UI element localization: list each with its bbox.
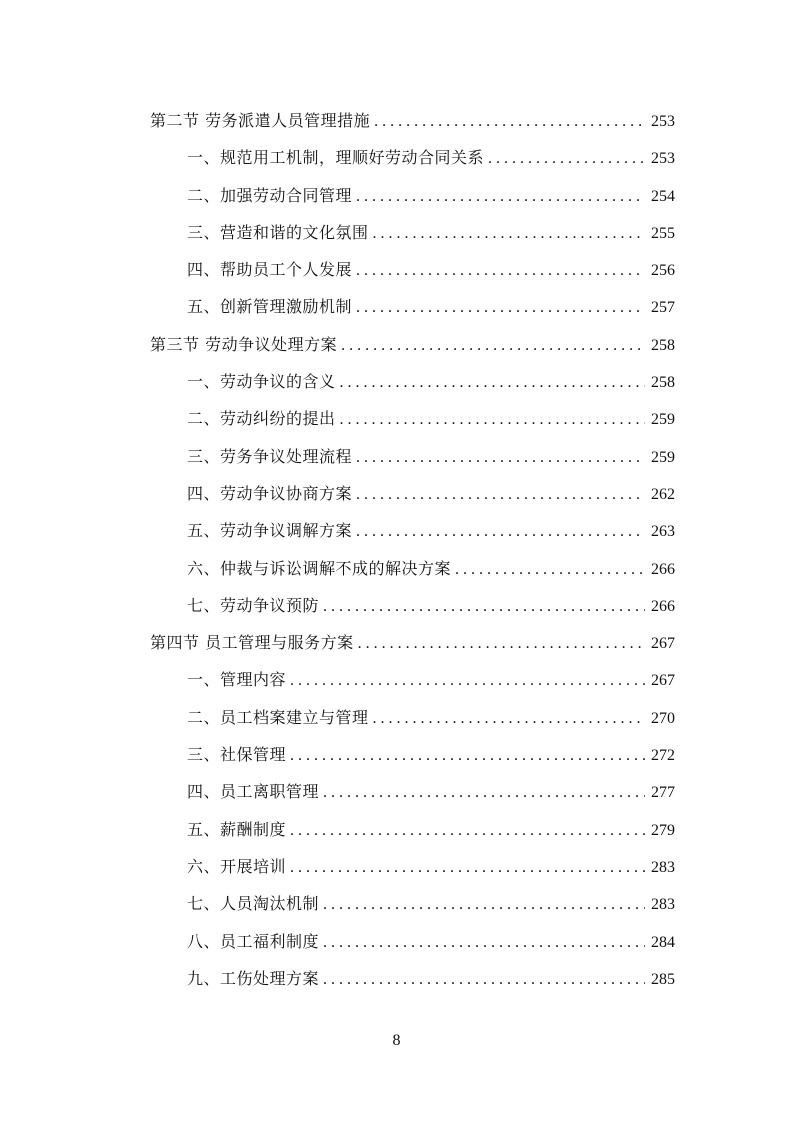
toc-dot-leader xyxy=(286,849,645,886)
toc-dot-leader xyxy=(319,588,645,625)
toc-entry-page: 258 xyxy=(651,336,675,354)
toc-dot-leader xyxy=(319,961,645,998)
toc-entry-page: 263 xyxy=(651,523,675,541)
toc-entry[interactable] xyxy=(150,848,675,885)
toc-dot-leader xyxy=(370,103,645,140)
toc-entry[interactable] xyxy=(150,512,675,549)
toc-dot-leader xyxy=(352,252,645,289)
toc-dot-leader xyxy=(286,812,645,849)
toc-entry[interactable] xyxy=(150,811,675,848)
toc-entry-page: 253 xyxy=(651,150,675,168)
toc-entry-page: 279 xyxy=(651,821,675,839)
toc-entry-page: 259 xyxy=(651,411,675,429)
toc-entry[interactable] xyxy=(150,661,675,698)
toc-entry-page: 272 xyxy=(651,747,675,765)
toc-entry[interactable] xyxy=(150,773,675,810)
toc-entry-page: 283 xyxy=(651,896,675,914)
toc-entry-title: 第四节 员工管理与服务方案 xyxy=(150,633,354,653)
toc-entry[interactable] xyxy=(150,736,675,773)
toc-entry-title: 三、营造和谐的文化氛围 xyxy=(187,222,369,242)
toc-entry-page: 284 xyxy=(651,933,675,951)
toc-entry-page: 255 xyxy=(651,224,675,242)
toc-entry[interactable] xyxy=(150,139,675,176)
toc-entry[interactable] xyxy=(150,214,675,251)
toc-entry-page: 259 xyxy=(651,448,675,466)
toc-entry-title: 一、管理内容 xyxy=(187,670,287,690)
toc-entry-title: 五、创新管理激励机制 xyxy=(187,297,353,317)
toc-entry[interactable] xyxy=(150,177,675,214)
toc-entry-title: 九、工伤处理方案 xyxy=(187,968,320,988)
toc-entry-title: 四、员工离职管理 xyxy=(187,782,320,802)
toc-dot-leader xyxy=(484,140,645,177)
toc-dot-leader xyxy=(352,289,645,326)
toc-entry[interactable] xyxy=(150,438,675,475)
toc-entry-page: 267 xyxy=(651,635,675,653)
toc-dot-leader xyxy=(336,364,645,401)
toc-entry[interactable] xyxy=(150,251,675,288)
toc-entry-title: 六、开展培训 xyxy=(187,856,287,876)
toc-entry-title: 七、人员淘汰机制 xyxy=(187,894,320,914)
page-number: 8 xyxy=(392,1032,401,1049)
toc-dot-leader xyxy=(369,215,645,252)
toc-entry[interactable] xyxy=(150,400,675,437)
toc-entry-page: 258 xyxy=(651,374,675,392)
toc-entry-title: 六、仲裁与诉讼调解不成的解决方案 xyxy=(187,558,452,578)
toc-dot-leader xyxy=(336,401,645,438)
toc-entry-title: 五、薪酬制度 xyxy=(187,819,287,839)
toc-entry[interactable] xyxy=(150,699,675,736)
toc-dot-leader xyxy=(352,513,645,550)
toc-entry[interactable] xyxy=(150,288,675,325)
toc-entry-title: 二、劳动纠纷的提出 xyxy=(187,409,336,429)
toc-entry-title: 八、员工福利制度 xyxy=(187,931,320,951)
toc-entry-page: 277 xyxy=(651,784,675,802)
toc-dot-leader xyxy=(319,924,645,961)
toc-entry-page: 256 xyxy=(651,262,675,280)
toc-entry[interactable] xyxy=(150,587,675,624)
toc-entry-title: 三、社保管理 xyxy=(187,745,287,765)
toc-entry-page: 254 xyxy=(651,187,675,205)
toc-entry-page: 262 xyxy=(651,485,675,503)
toc-dot-leader xyxy=(319,774,645,811)
toc-entry-page: 267 xyxy=(651,672,675,690)
toc-entry-title: 五、劳动争议调解方案 xyxy=(187,521,353,541)
toc-dot-leader xyxy=(286,737,645,774)
toc-dot-leader xyxy=(451,551,645,588)
toc-entry[interactable] xyxy=(150,326,675,363)
toc-entry-title: 第三节 劳动争议处理方案 xyxy=(150,334,338,354)
toc-entry-title: 四、帮助员工个人发展 xyxy=(187,260,353,280)
toc-entry-page: 266 xyxy=(651,560,675,578)
toc-entry[interactable] xyxy=(150,550,675,587)
toc-entry[interactable] xyxy=(150,102,675,139)
table-of-contents xyxy=(150,102,675,997)
toc-entry-page: 266 xyxy=(651,597,675,615)
toc-entry-page: 253 xyxy=(651,113,675,130)
toc-entry-title: 二、员工档案建立与管理 xyxy=(187,707,369,727)
toc-entry-title: 三、劳务争议处理流程 xyxy=(187,446,353,466)
toc-entry-page: 285 xyxy=(651,970,675,988)
toc-dot-leader xyxy=(337,327,645,364)
toc-entry-page: 283 xyxy=(651,858,675,876)
toc-dot-leader xyxy=(354,625,645,662)
toc-entry-title: 七、劳动争议预防 xyxy=(187,595,320,615)
toc-entry-title: 二、加强劳动合同管理 xyxy=(187,185,353,205)
toc-entry-title: 一、劳动争议的含义 xyxy=(187,372,336,392)
toc-entry-page: 257 xyxy=(651,299,675,317)
toc-dot-leader xyxy=(319,886,645,923)
toc-entry[interactable] xyxy=(150,363,675,400)
toc-entry[interactable] xyxy=(150,960,675,997)
toc-entry[interactable] xyxy=(150,923,675,960)
toc-entry-title: 四、劳动争议协商方案 xyxy=(187,483,353,503)
toc-entry-page: 270 xyxy=(651,709,675,727)
toc-dot-leader xyxy=(352,178,645,215)
toc-entry[interactable] xyxy=(150,885,675,922)
toc-dot-leader xyxy=(352,439,645,476)
toc-dot-leader xyxy=(352,476,645,513)
toc-entry-title: 一、规范用工机制，理顺好劳动合同关系 xyxy=(187,148,485,168)
toc-dot-leader xyxy=(286,662,645,699)
toc-entry[interactable] xyxy=(150,475,675,512)
toc-entry[interactable] xyxy=(150,624,675,661)
toc-entry-title: 第二节 劳务派遣人员管理措施 xyxy=(150,111,371,130)
toc-dot-leader xyxy=(369,700,645,737)
